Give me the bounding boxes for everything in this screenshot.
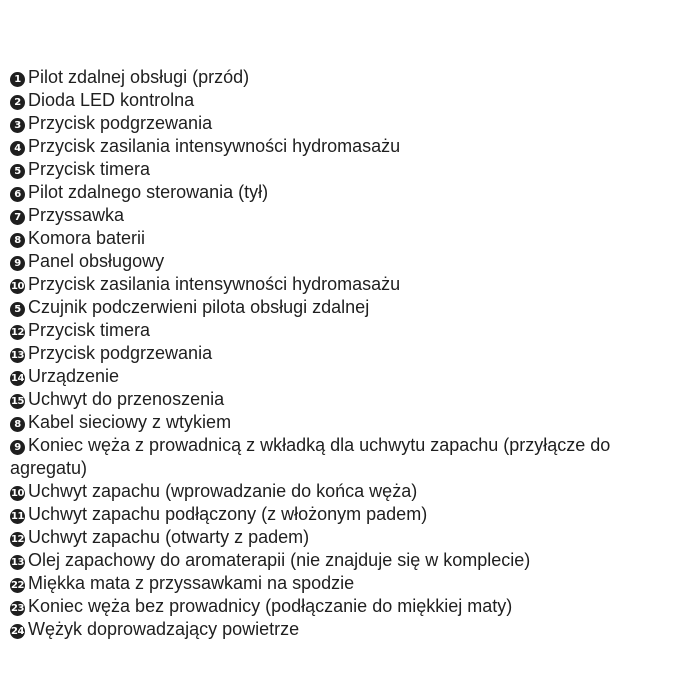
- legend-item: [10, 273, 680, 296]
- legend-item: [10, 250, 680, 273]
- legend-item: [10, 181, 680, 204]
- item-number-badge: 1: [10, 72, 25, 87]
- item-label: Uchwyt do przenoszenia: [28, 389, 225, 409]
- item-number-badge: 23: [11, 603, 24, 614]
- legend-item: [10, 342, 680, 365]
- item-number-badge: 10: [11, 488, 24, 499]
- legend-item: [10, 572, 680, 595]
- item-number-badge: 13: [11, 557, 24, 568]
- legend-item: [10, 549, 680, 572]
- item-number-badge: 4: [10, 141, 25, 156]
- legend-item: [10, 526, 680, 549]
- item-number-badge: 8: [10, 233, 25, 248]
- item-label: Uchwyt zapachu podłączony (z włożonym padem): [28, 504, 428, 524]
- legend-item: [10, 227, 680, 250]
- legend-item: [10, 411, 680, 434]
- item-number-badge: 3: [10, 118, 25, 133]
- item-label: Miękka mata z przyssawkami na spodzie: [28, 573, 355, 593]
- parts-legend: [10, 66, 680, 641]
- legend-item: [10, 204, 680, 227]
- item-label: Pilot zdalnej obsługi (przód): [28, 67, 250, 87]
- item-number-badge: 11: [11, 511, 24, 522]
- item-number-badge: 12: [11, 327, 24, 338]
- item-number-badge: 13: [11, 350, 24, 361]
- item-number-badge: 2: [10, 95, 25, 110]
- item-label: Czujnik podczerwieni pilota obsługi zdalnej: [28, 297, 370, 317]
- item-label: Przycisk timera: [28, 159, 151, 179]
- item-label: Przycisk zasilania intensywności hydromasażu: [28, 136, 401, 156]
- legend-item: [10, 480, 680, 503]
- item-number-badge: 22: [11, 580, 24, 591]
- item-number-badge: 24: [11, 626, 24, 637]
- item-label: Przycisk podgrzewania: [28, 343, 213, 363]
- item-label: Panel obsługowy: [28, 251, 165, 271]
- item-number-badge: 5: [10, 302, 25, 317]
- legend-item: [10, 319, 680, 342]
- item-number-badge: 9: [10, 256, 25, 271]
- item-label: Koniec węża bez prowadnicy (podłączanie do miękkiej maty): [28, 596, 513, 616]
- item-label: Kabel sieciowy z wtykiem: [28, 412, 232, 432]
- legend-item: [10, 618, 680, 641]
- legend-item: [10, 135, 680, 158]
- item-label: Urządzenie: [28, 366, 120, 386]
- legend-item: [10, 388, 680, 411]
- item-number-badge: 5: [10, 164, 25, 179]
- item-number-badge: 6: [10, 187, 25, 202]
- legend-item: [10, 66, 680, 89]
- item-label: Wężyk doprowadzający powietrze: [28, 619, 300, 639]
- item-label: Przycisk podgrzewania: [28, 113, 213, 133]
- item-label: Komora baterii: [28, 228, 146, 248]
- legend-item: [10, 503, 680, 526]
- item-number-badge: 9: [10, 440, 25, 455]
- legend-item: [10, 434, 680, 480]
- item-label: Przycisk timera: [28, 320, 151, 340]
- item-label: Przycisk zasilania intensywności hydromasażu: [28, 274, 401, 294]
- item-number-badge: 15: [11, 396, 24, 407]
- legend-item: [10, 296, 680, 319]
- item-number-badge: 14: [11, 373, 24, 384]
- legend-item: [10, 89, 680, 112]
- item-number-badge: 8: [10, 417, 25, 432]
- item-number-badge: 12: [11, 534, 24, 545]
- legend-item: [10, 158, 680, 181]
- item-label: Przyssawka: [28, 205, 125, 225]
- item-label: Uchwyt zapachu (wprowadzanie do końca węża): [28, 481, 418, 501]
- item-label: Olej zapachowy do aromaterapii (nie znajduje się w komplecie): [28, 550, 531, 570]
- legend-item: [10, 595, 680, 618]
- item-label: Uchwyt zapachu (otwarty z padem): [28, 527, 310, 547]
- item-label: Pilot zdalnego sterowania (tył): [28, 182, 269, 202]
- legend-item: [10, 112, 680, 135]
- legend-item: [10, 365, 680, 388]
- item-number-badge: 7: [10, 210, 25, 225]
- item-label: Koniec węża z prowadnicą z wkładką dla uchwytu zapachu (przyłącze do agregatu): [10, 435, 611, 478]
- item-number-badge: 10: [11, 281, 24, 292]
- item-label: Dioda LED kontrolna: [28, 90, 195, 110]
